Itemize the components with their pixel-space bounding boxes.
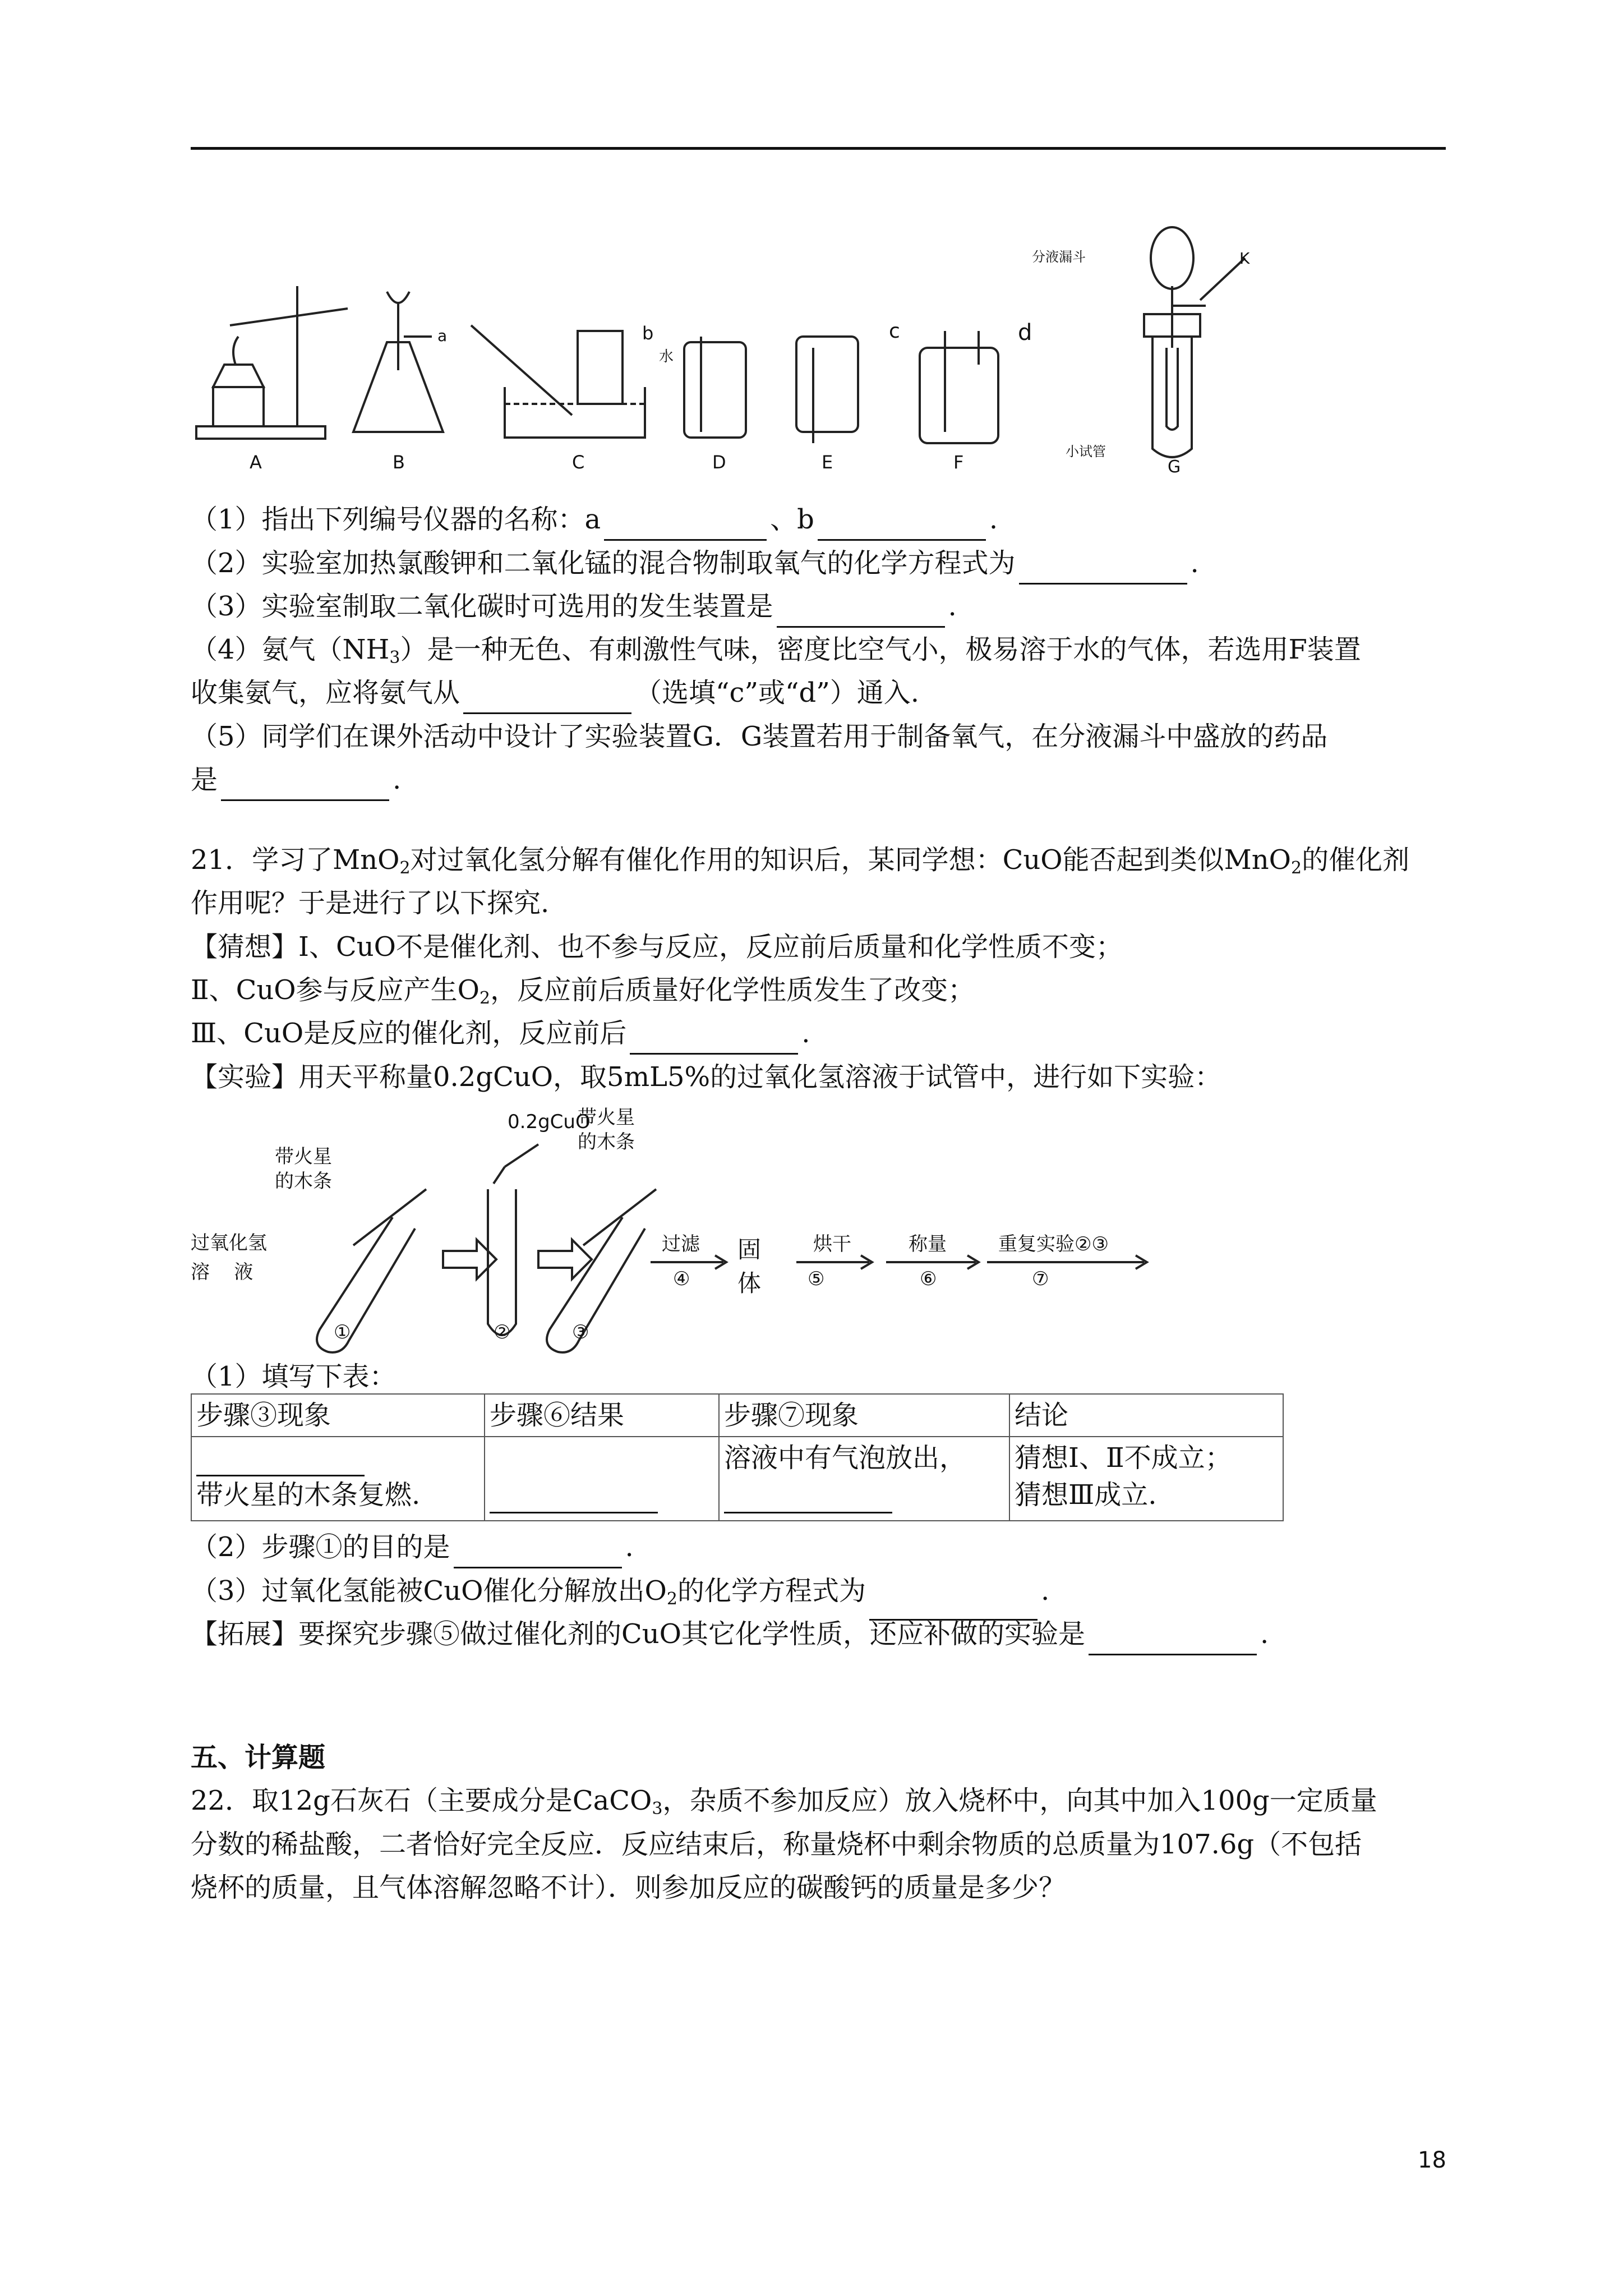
q20-line4a: （4）氨气$(NH_3)$是一种无色、有刺激性气味，密度比空气小，极易溶于水的气体，若选用F装置 — [191, 634, 1361, 668]
q20-line2: （2）实验室加热氯酸钾和二氧化锰的混合物制取氧气的化学方程式为 . — [191, 542, 1199, 585]
q22-line3: 烧杯的质量，且气体溶解忽略不计）．则参加反应的碳酸钙的质量是多少？ — [191, 1872, 1066, 1903]
cell-conclusion: 猜想Ⅰ、Ⅱ不成立； 猜想Ⅲ成立. — [1009, 1437, 1283, 1521]
q21-extension: 【拓展】要探究步骤⑤做过催化剂的CuO其它化学性质，还应补做的实验是 . — [191, 1613, 1269, 1655]
answer-blank-hypothesis3[interactable] — [630, 1024, 798, 1055]
q20-line5a: （5）同学们在课外活动中设计了实验装置G．G装置若用于制备氧气，在分液漏斗中盛放的药品 — [191, 721, 1328, 752]
weigh-label: 称量 — [909, 1233, 947, 1255]
repeat-label: 重复实验②③ — [998, 1233, 1109, 1255]
q21-line3: 【猜想】Ⅰ、CuO不是催化剂、也不参与反应，反应前后质量和化学性质不变； — [191, 931, 1123, 963]
mark-b: b — [642, 323, 654, 344]
solid-label-top: 固 — [737, 1236, 762, 1263]
answer-blank-a[interactable] — [604, 510, 767, 541]
header-cell-step6: 步骤⑥结果 — [485, 1394, 719, 1437]
q20-line4b: 收集氨气，应将氨气从 （选填“c”或“d”）通入. — [191, 671, 919, 714]
label-b: B — [393, 452, 405, 473]
apparatus-b — [353, 292, 443, 432]
q21-line5: Ⅲ、CuO是反应的催化剂，反应前后 . — [191, 1012, 810, 1055]
apparatus-g-figure — [1032, 202, 1267, 482]
answer-blank-step7[interactable] — [724, 1483, 892, 1513]
step-7-label: ⑦ — [1032, 1268, 1049, 1290]
apparatus-figure — [191, 202, 1144, 482]
q21-line4: Ⅱ、CuO参与反应产生$O_2$，反应前后质量好化学性质发生了改变； — [191, 974, 975, 1008]
answer-blank-step1-purpose[interactable] — [454, 1538, 622, 1568]
g-k-label: K — [1239, 249, 1250, 268]
g-tube-label: 小试管 — [1066, 444, 1106, 459]
cuo-label: 0.2gCuO — [508, 1111, 591, 1133]
g-funnel-label: 分液漏斗 — [1032, 249, 1086, 265]
page-number: 18 — [1418, 2147, 1446, 2173]
label-f: F — [953, 452, 964, 473]
label-a: A — [250, 452, 262, 473]
answer-blank-step3[interactable] — [196, 1446, 365, 1476]
header-cell-conclusion: 结论 — [1009, 1394, 1283, 1437]
section-title: 五、计算题 — [191, 1742, 326, 1773]
q21-line2: 作用呢？于是进行了以下探究. — [191, 887, 550, 919]
solid-label-bottom: 体 — [737, 1269, 762, 1297]
step-4-label: ④ — [673, 1268, 690, 1290]
table-intro: （1）填写下表： — [191, 1361, 396, 1392]
step-2-label: ② — [494, 1321, 511, 1343]
q20-line3: （3）实验室制取二氧化碳时可选用的发生装置是 . — [191, 585, 957, 628]
step-3-label: ③ — [572, 1321, 589, 1343]
q21-line1: 21．学习了MnO$_2$对过氧化氢分解有催化作用的知识后，某同学想：CuO能否起到类似MnO$_2$的催化剂 — [191, 844, 1410, 878]
mark-c: c — [889, 320, 900, 343]
results-table — [191, 1393, 1284, 1521]
header-rule — [191, 147, 1446, 150]
step-6-label: ⑥ — [920, 1268, 937, 1290]
apparatus-c — [471, 325, 645, 438]
filter-label: 过滤 — [662, 1233, 700, 1255]
step-1-label: ① — [334, 1321, 351, 1343]
answer-blank-equation[interactable] — [1019, 554, 1187, 585]
test-tube-3 — [547, 1189, 656, 1352]
q22-line2: 分数的稀盐酸，二者恰好完全反应．反应结束后，称量烧杯中剩余物质的总质量为107.6g（不包括 — [191, 1829, 1362, 1860]
answer-blank-inlet[interactable] — [463, 683, 631, 714]
header-cell-step3: 步骤③现象 — [191, 1394, 485, 1437]
answer-blank-co2-apparatus[interactable] — [777, 597, 945, 628]
mark-water: 水 — [659, 348, 674, 365]
dry-label: 烘干 — [813, 1233, 851, 1255]
label-d: D — [712, 452, 726, 473]
answer-blank-step6[interactable] — [490, 1483, 658, 1513]
answer-blank-extension[interactable] — [1089, 1625, 1257, 1655]
q20-line5b: 是 . — [191, 758, 401, 801]
mark-d: d — [1018, 320, 1032, 346]
cell-step3: 带火星的木条复燃. — [191, 1437, 485, 1521]
experiment-figure — [191, 1099, 1200, 1358]
table-header-row — [191, 1394, 1283, 1437]
apparatus-e — [796, 337, 858, 443]
splint-label-2: 带火星 的木条 — [578, 1106, 635, 1153]
header-cell-step7: 步骤⑦现象 — [719, 1394, 1009, 1437]
q22-line1: 22．取12g石灰石（主要成分是CaCO$_3$，杂质不参加反应）放入烧杯中，向其中加入100g一定质量 — [191, 1785, 1377, 1819]
label-c: C — [572, 452, 585, 473]
step-5-label: ⑤ — [808, 1268, 825, 1290]
g-letter: G — [1168, 457, 1181, 477]
apparatus-f — [920, 331, 998, 443]
h2o2-label: 过氧化氢 — [191, 1232, 267, 1254]
answer-blank-reagent[interactable] — [221, 770, 389, 801]
cell-step6 — [485, 1437, 719, 1521]
splint-label-1: 带火星 的木条 — [275, 1145, 332, 1193]
q21-sub2: （2）步骤①的目的是 . — [191, 1526, 634, 1568]
label-e: E — [822, 452, 833, 473]
q20-line1: （1）指出下列编号仪器的名称：a 、b . — [191, 498, 998, 541]
table-row — [191, 1437, 1283, 1521]
cell-step7: 溶液中有气泡放出， — [719, 1437, 1009, 1521]
solution-label: 溶 液 — [191, 1261, 253, 1283]
q21-sub3: （3）过氧化氢能被CuO催化分解放出$O_2$的化学方程式为 . — [191, 1570, 1049, 1621]
apparatus-d — [684, 337, 746, 438]
mark-a: a — [437, 326, 448, 345]
apparatus-a — [196, 286, 348, 439]
q21-line6: 【实验】用天平称量0.2gCuO，取5mL5%的过氧化氢溶液于试管中，进行如下实验： — [191, 1061, 1222, 1093]
answer-blank-b[interactable] — [818, 510, 986, 541]
test-tube-2 — [488, 1144, 538, 1335]
